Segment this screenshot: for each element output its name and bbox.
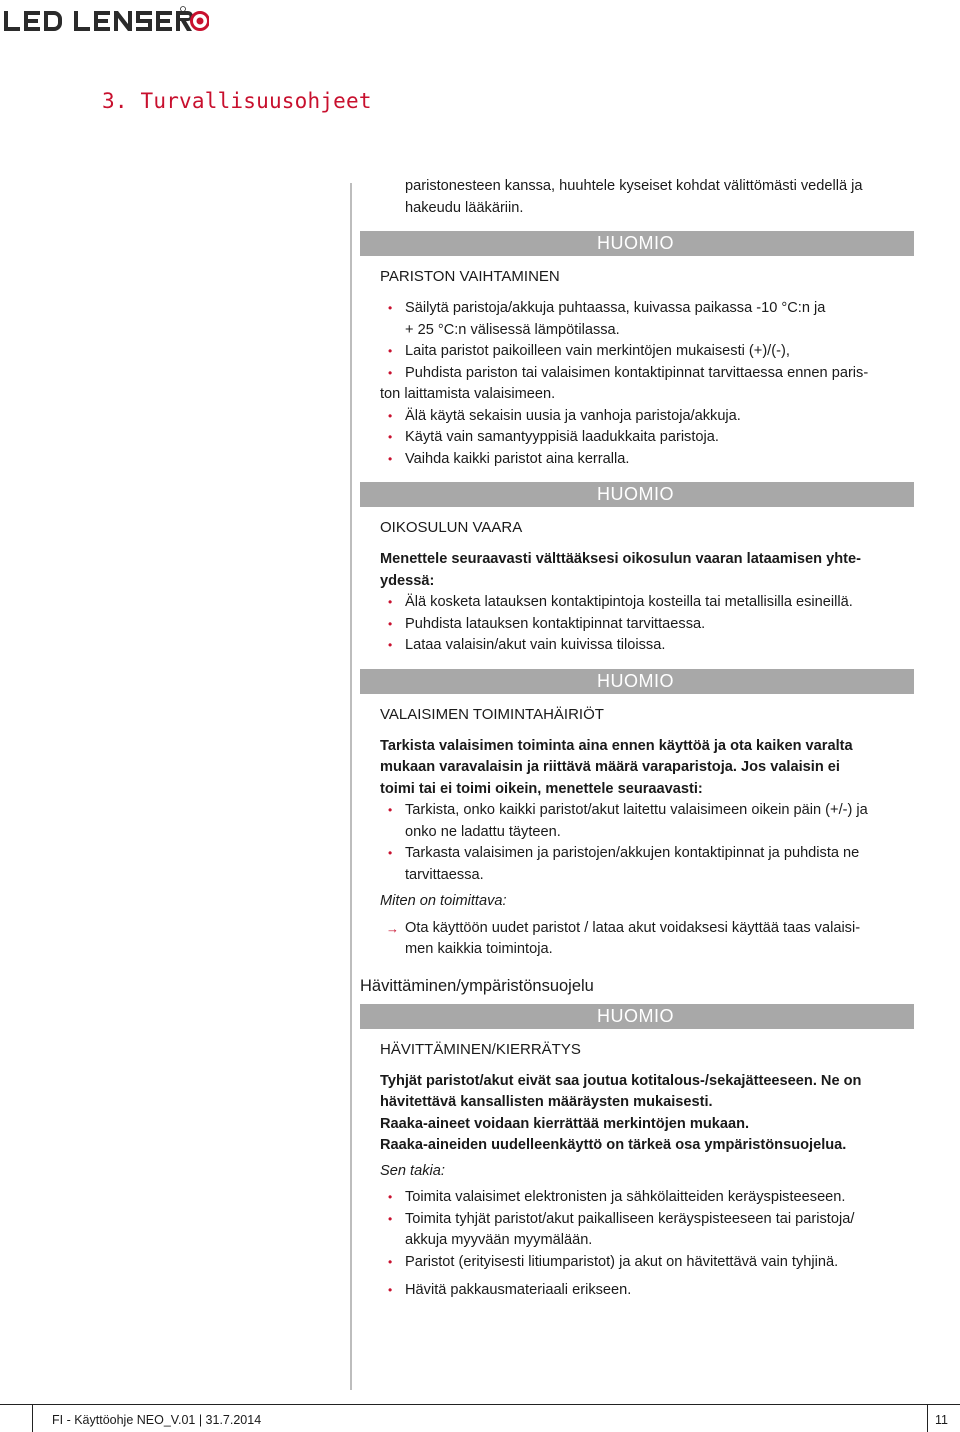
- registered-mark: [181, 7, 186, 12]
- list-item: • Laita paristot paikoilleen vain merkintöjen mukaisesti (+)/(-),: [380, 341, 920, 363]
- lead-text: mukaan varavalaisin ja riittävä määrä varaparistoja. Jos valaisin ei: [380, 759, 840, 775]
- lead-text: hävitettävä kansallisten määräysten mukaisesti.: [380, 1094, 713, 1110]
- list-item-continuation: + 25 °C:n välisessä lämpötilassa.: [405, 321, 620, 338]
- italic-label: Miten on toimittava:: [380, 893, 507, 909]
- list-item: • Puhdista latauksen kontaktipinnat tarvittaessa.: [380, 614, 920, 636]
- section-heading: VALAISIMEN TOIMINTAHÄIRIÖT: [380, 705, 604, 723]
- list-item: • Lataa valaisin/akut vain kuivissa tiloissa.: [380, 635, 920, 657]
- arrow-right-icon: →: [386, 920, 399, 936]
- notice-banner: HUOMIO: [360, 482, 914, 507]
- list-item: • Puhdista pariston tai valaisimen kontaktipinnat tarvittaessa ennen paris-: [380, 363, 920, 385]
- lead-text: Tyhjät paristot/akut eivät saa joutua kotitalous-/sekajätteeseen. Ne on: [380, 1072, 862, 1089]
- malfunction-bullets: [380, 800, 920, 886]
- footer-document-info: FI - Käyttöohje NEO_V.01 | 31.7.2014: [52, 1413, 262, 1427]
- list-item: • Käytä vain samantyyppisiä laadukkaita paristoja.: [380, 427, 920, 449]
- list-item: • Älä käytä sekaisin uusia ja vanhoja paristoja/akkuja.: [380, 406, 920, 428]
- lead-text: Raaka-aineiden uudelleenkäyttö on tärkeä osa ympäristönsuojelua.: [380, 1137, 847, 1153]
- list-item: • Tarkista, onko kaikki paristot/akut laitettu valaisimeen oikein päin (+/-) ja: [380, 800, 920, 822]
- notice-banner: HUOMIO: [360, 231, 914, 256]
- list-item-continuation: ton laittamista valaisimeen.: [380, 386, 556, 402]
- list-item: • Vaihda kaikki paristot aina kerralla.: [380, 449, 920, 471]
- margin-rule: [350, 183, 352, 1390]
- list-item: • Säilytä paristoja/akkuja puhtaassa, kuivassa paikassa -10 °C:n ja: [380, 298, 920, 320]
- footer-tick: [927, 1404, 928, 1432]
- disposal-bullets: [380, 1187, 920, 1302]
- lead-text: Tarkista valaisimen toiminta aina ennen käyttöä ja ota kaiken varalta: [380, 737, 853, 754]
- list-item-continuation: akkuja myyvään myymälään.: [405, 1232, 593, 1248]
- page-number: 11: [935, 1413, 948, 1427]
- arrow-item: [380, 918, 920, 961]
- list-item: • Älä kosketa latauksen kontaktipintoja kosteilla tai metallisilla esineillä.: [380, 592, 920, 614]
- intro-line: hakeudu lääkäriin.: [405, 199, 524, 216]
- list-item: • Paristot (erityisesti litiumparistot) ja akut on hävitettävä vain tyhjinä.: [380, 1252, 920, 1274]
- arrow-text: Ota käyttöön uudet paristot / lataa akut voidaksesi käyttää taas valaisi-: [405, 919, 861, 936]
- list-item: • Toimita tyhjät paristot/akut paikalliseen keräyspisteeseen tai paristoja/: [380, 1209, 920, 1231]
- arrow-text: men kaikkia toimintoja.: [405, 941, 553, 957]
- italic-label: Sen takia:: [380, 1162, 445, 1179]
- section-heading: HÄVITTÄMINEN/KIERRÄTYS: [380, 1040, 581, 1058]
- section-heading: OIKOSULUN VAARA: [380, 519, 523, 536]
- notice-banner: HUOMIO: [360, 1004, 914, 1029]
- list-item-continuation: onko ne ladattu täyteen.: [405, 823, 561, 840]
- list-item: • Tarkasta valaisimen ja paristojen/akkujen kontaktipinnat ja puhdista ne: [380, 843, 920, 865]
- footer-tick: [32, 1404, 33, 1432]
- footer-rule: [0, 1404, 960, 1405]
- lead-text: toimi tai ei toimi oikein, menettele seuraavasti:: [380, 780, 703, 797]
- lead-text: Raaka-aineet voidaan kierrättää merkintöjen mukaan.: [380, 1115, 750, 1132]
- page-footer: [0, 1404, 960, 1432]
- intro-line: paristonesteen kanssa, huuhtele kyseiset kohdat välittömästi vedellä ja: [405, 178, 863, 194]
- list-item: • Toimita valaisimet elektronisten ja sähkölaitteiden keräyspisteeseen.: [380, 1187, 920, 1209]
- short-circuit-bullets: [380, 592, 920, 657]
- lead-text: Menettele seuraavasti välttääksesi oikosulun vaaran lataamisen yhte-: [380, 551, 862, 567]
- section-title: Hävittäminen/ympäristönsuojelu: [360, 976, 594, 995]
- list-item: • Hävitä pakkausmateriaali erikseen.: [380, 1280, 920, 1302]
- lead-text: ydessä:: [380, 572, 435, 589]
- list-item-continuation: tarvittaessa.: [405, 866, 484, 883]
- logo-wordmark: [4, 11, 193, 31]
- page-title: 3. Turvallisuusohjeet: [102, 89, 372, 113]
- main-content: [360, 176, 920, 1302]
- battery-bullets: [380, 298, 920, 470]
- notice-banner: HUOMIO: [360, 669, 914, 694]
- section-heading: PARISTON VAIHTAMINEN: [380, 268, 560, 285]
- logo-dot: [197, 18, 204, 25]
- led-lenser-logo: [4, 5, 209, 37]
